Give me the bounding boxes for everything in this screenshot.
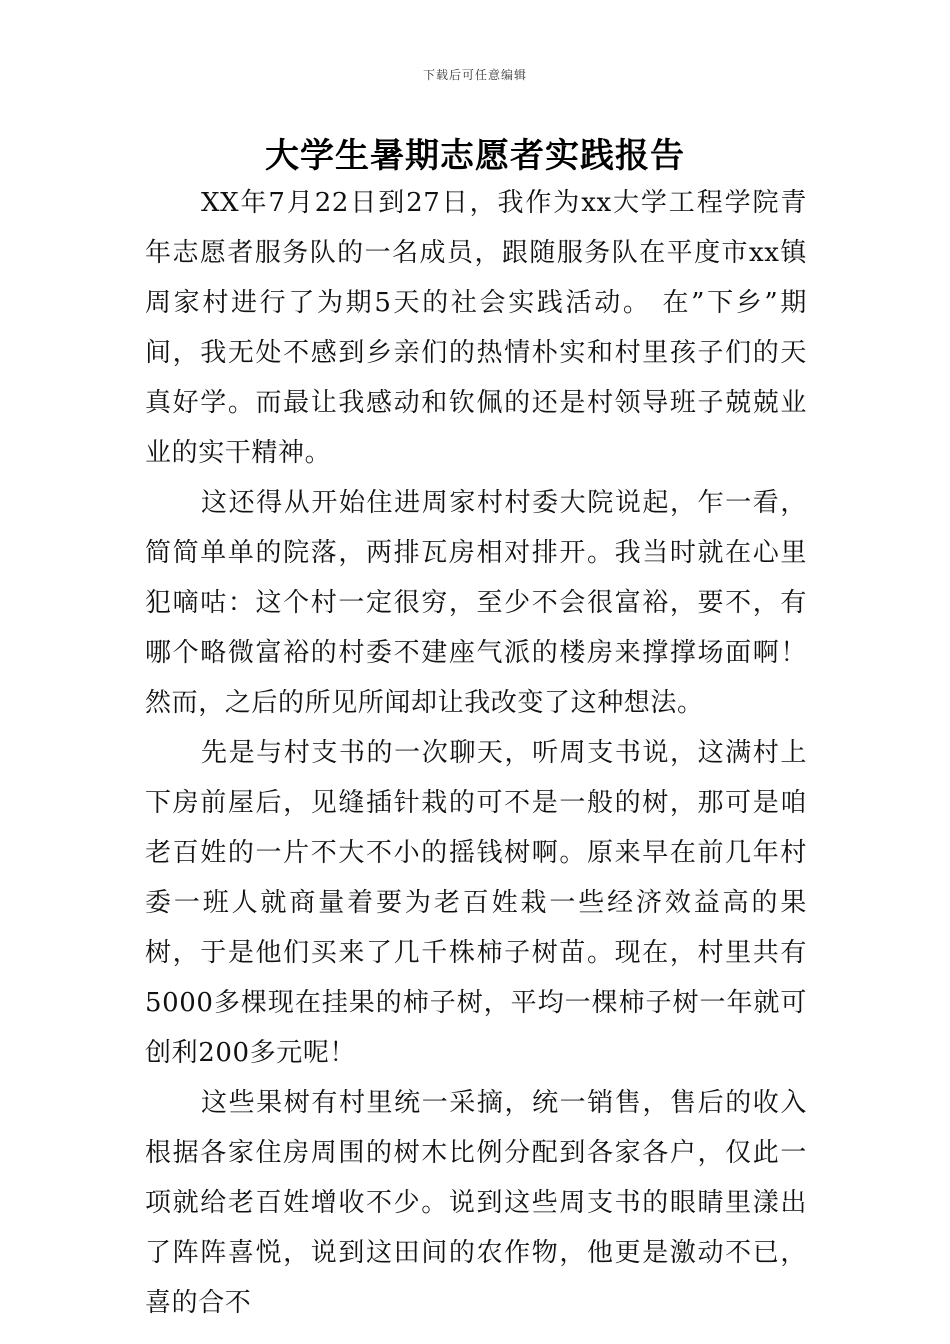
document-title: 大学生暑期志愿者实践报告 — [265, 136, 685, 176]
paragraph-1: XX年7月22日到27日，我作为xx大学工程学院青年志愿者服务队的一名成员，跟随服务队在平度市xx镇周家村进行了为期5天的社会实践活动。 在”下乡”期间，我无处不感到乡亲们的热情朴实和村里孩子们的天真好学。而最让我感动和钦佩的还是村领导班子兢兢业业的实干精神。 — [145, 188, 807, 468]
paragraph-2: 这还得从开始住进周家村村委大院说起，乍一看，简简单单的院落，两排瓦房相对排开。我当时就在心里犯嘀咕：这个村一定很穷，至少不会很富裕，要不，有哪个略微富裕的村委不建座气派的楼房来撑撑场面啊！然而，之后的所见所闻却让我改变了这种想法。 — [145, 488, 807, 718]
document-body — [145, 178, 807, 1328]
paragraph-4: 这些果树有村里统一采摘，统一销售，售后的收入根据各家住房周围的树木比例分配到各家各户，仅此一项就给老百姓增收不少。说到这些周支书的眼睛里漾出了阵阵喜悦，说到这田间的农作物，他更是激动不已，喜的合不 — [145, 1088, 807, 1318]
paragraph-3: 先是与村支书的一次聊天，听周支书说，这满村上下房前屋后，见缝插针栽的可不是一般的树，那可是咱老百姓的一片不大不小的摇钱树啊。原来早在前几年村委一班人就商量着要为老百姓栽一些经济效益高的果树，于是他们买来了几千株柿子树苗。现在，村里共有5000多棵现在挂果的柿子树，平均一棵柿子树一年就可创利200多元呢！ — [145, 738, 807, 1068]
header-note: 下载后可任意编辑 — [422, 68, 527, 82]
